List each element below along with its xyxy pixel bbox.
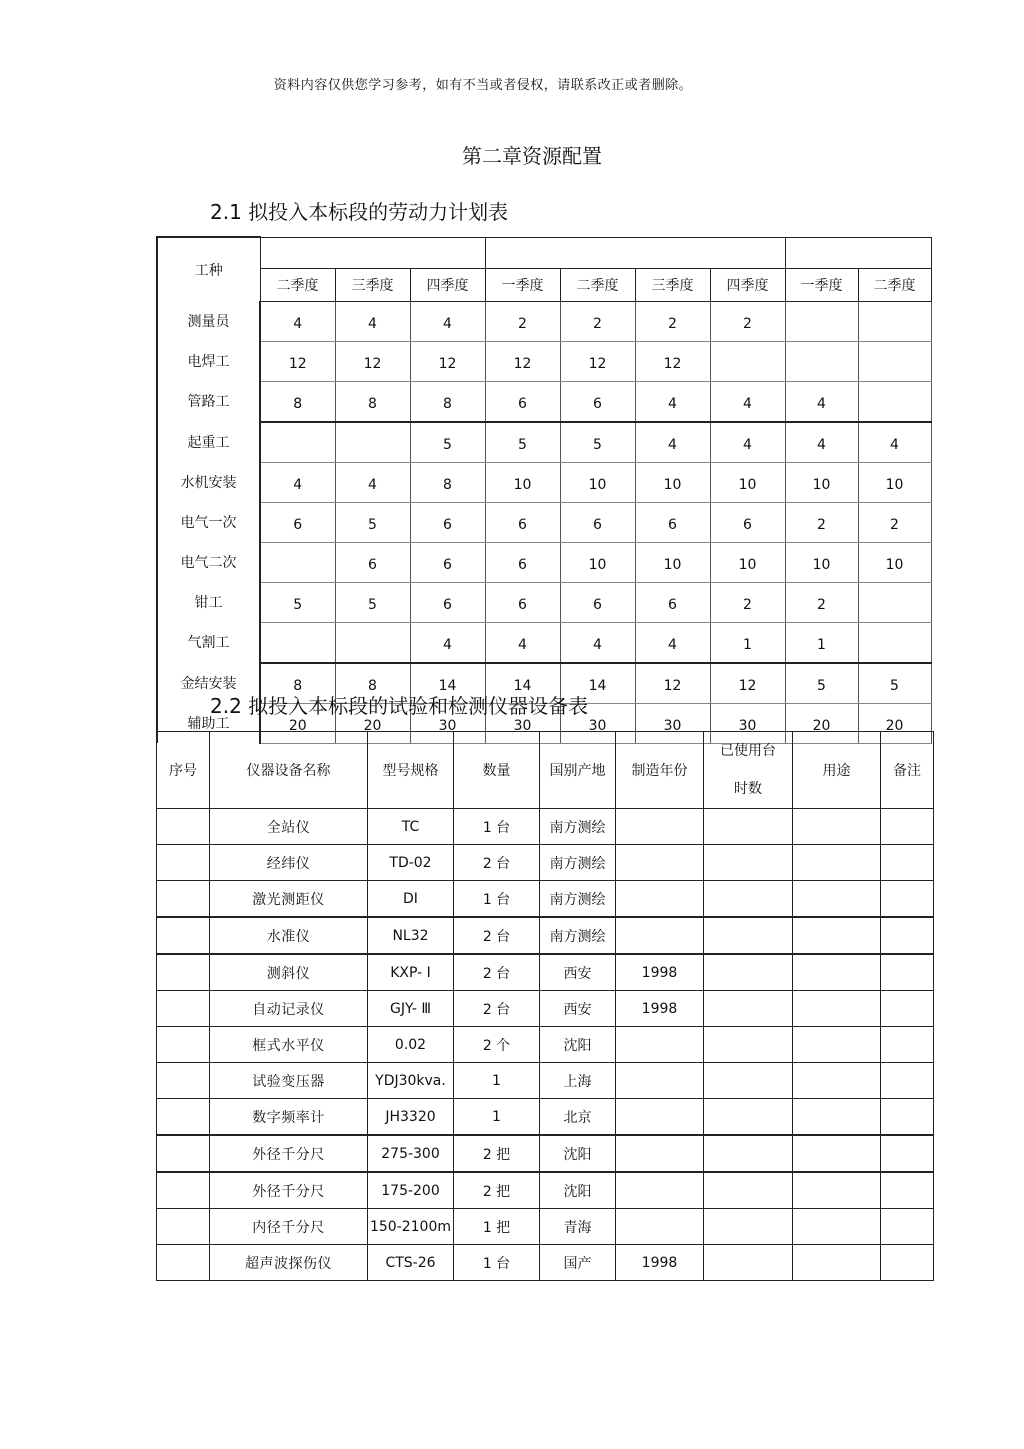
- equipment-name-cell: 测斜仪: [210, 954, 368, 991]
- equipment-origin-cell: 国产: [540, 1245, 616, 1281]
- labor-row: [157, 582, 931, 622]
- labor-count-cell: 4: [710, 422, 785, 463]
- labor-count-cell: 30: [635, 703, 710, 743]
- equipment-model-cell: DI: [368, 881, 454, 918]
- chapter-title: 第二章资源配置: [462, 144, 602, 168]
- labor-count-cell: 12: [560, 341, 635, 381]
- labor-count-cell: [335, 422, 410, 463]
- equipment-seq-cell: [157, 1135, 210, 1172]
- quarter-header: 四季度: [410, 268, 485, 301]
- labor-count-cell: 5: [410, 422, 485, 463]
- equipment-used-hours-cell: [704, 1209, 793, 1245]
- equipment-used-hours-cell: [704, 1245, 793, 1281]
- trade-name: 测量员: [157, 301, 260, 341]
- equipment-qty-cell: 1 台: [454, 1245, 540, 1281]
- labor-count-cell: 8: [335, 663, 410, 704]
- equipment-purpose-cell: [793, 845, 881, 881]
- equipment-row: [157, 845, 934, 881]
- equipment-seq-cell: [157, 1027, 210, 1063]
- equipment-remark-cell: [881, 991, 934, 1027]
- equipment-name-cell: 外径千分尺: [210, 1135, 368, 1172]
- labor-count-cell: 8: [260, 381, 335, 422]
- equipment-origin-cell: 西安: [540, 991, 616, 1027]
- trade-name: 电焊工: [157, 341, 260, 381]
- header-remark: 备注: [881, 732, 934, 809]
- equipment-origin-cell: 青海: [540, 1209, 616, 1245]
- equipment-purpose-cell: [793, 809, 881, 845]
- labor-count-cell: 10: [785, 542, 858, 582]
- equipment-purpose-cell: [793, 954, 881, 991]
- equipment-seq-cell: [157, 954, 210, 991]
- labor-count-cell: 30: [410, 703, 485, 743]
- header-origin: 国别产地: [540, 732, 616, 809]
- labor-count-cell: 4: [635, 381, 710, 422]
- year-group-1: [260, 237, 485, 268]
- header-year: 制造年份: [616, 732, 704, 809]
- section-title-equipment: 2.2 拟投入本标段的试验和检测仪器设备表: [210, 694, 589, 718]
- equipment-name-cell: 框式水平仪: [210, 1027, 368, 1063]
- header-name: 仪器设备名称: [210, 732, 368, 809]
- labor-count-cell: 2: [785, 582, 858, 622]
- equipment-purpose-cell: [793, 1245, 881, 1281]
- labor-row: [157, 622, 931, 663]
- equipment-purpose-cell: [793, 991, 881, 1027]
- header-used-line2: 时数: [734, 781, 762, 797]
- labor-row: [157, 542, 931, 582]
- quarter-header: 三季度: [635, 268, 710, 301]
- labor-count-cell: 4: [335, 301, 410, 341]
- equipment-remark-cell: [881, 1135, 934, 1172]
- labor-count-cell: [858, 381, 931, 422]
- equipment-origin-cell: 沈阳: [540, 1027, 616, 1063]
- equipment-name-cell: 经纬仪: [210, 845, 368, 881]
- labor-count-cell: 14: [485, 663, 560, 704]
- equipment-remark-cell: [881, 809, 934, 845]
- equipment-row: [157, 917, 934, 954]
- labor-count-cell: 4: [410, 301, 485, 341]
- labor-count-cell: 6: [485, 542, 560, 582]
- equipment-seq-cell: [157, 917, 210, 954]
- equipment-remark-cell: [881, 1027, 934, 1063]
- equipment-model-cell: YDJ30kva.: [368, 1063, 454, 1099]
- equipment-row: [157, 1099, 934, 1136]
- labor-count-cell: 2: [485, 301, 560, 341]
- labor-count-cell: 10: [858, 542, 931, 582]
- equipment-row: [157, 1063, 934, 1099]
- equipment-qty-cell: 1 把: [454, 1209, 540, 1245]
- equipment-seq-cell: [157, 845, 210, 881]
- labor-count-cell: 5: [335, 502, 410, 542]
- quarter-header: 三季度: [335, 268, 410, 301]
- equipment-name-cell: 水准仪: [210, 917, 368, 954]
- labor-count-cell: 4: [485, 622, 560, 663]
- equipment-qty-cell: 2 台: [454, 917, 540, 954]
- labor-count-cell: 1: [710, 622, 785, 663]
- equipment-remark-cell: [881, 1245, 934, 1281]
- labor-count-cell: 6: [410, 502, 485, 542]
- labor-count-cell: 2: [710, 301, 785, 341]
- labor-count-cell: 12: [335, 341, 410, 381]
- equipment-used-hours-cell: [704, 991, 793, 1027]
- equipment-origin-cell: 南方测绘: [540, 845, 616, 881]
- labor-count-cell: 6: [710, 502, 785, 542]
- equipment-qty-cell: 2 台: [454, 954, 540, 991]
- labor-count-cell: 4: [785, 422, 858, 463]
- labor-count-cell: 5: [858, 663, 931, 704]
- labor-count-cell: 4: [710, 381, 785, 422]
- equipment-seq-cell: [157, 1063, 210, 1099]
- equipment-name-cell: 外径千分尺: [210, 1172, 368, 1209]
- labor-row: [157, 341, 931, 381]
- equipment-qty-cell: 1: [454, 1099, 540, 1136]
- equipment-model-cell: 150-2100m: [368, 1209, 454, 1245]
- equipment-name-cell: 内径千分尺: [210, 1209, 368, 1245]
- equipment-origin-cell: 沈阳: [540, 1135, 616, 1172]
- equipment-year-cell: [616, 1172, 704, 1209]
- labor-count-cell: [858, 341, 931, 381]
- equipment-qty-cell: 2 台: [454, 845, 540, 881]
- equipment-seq-cell: [157, 809, 210, 845]
- labor-quarter-row: [157, 268, 931, 301]
- equipment-model-cell: 175-200: [368, 1172, 454, 1209]
- labor-count-cell: 30: [560, 703, 635, 743]
- equipment-year-cell: 1998: [616, 954, 704, 991]
- labor-count-cell: 6: [635, 502, 710, 542]
- labor-count-cell: [858, 301, 931, 341]
- equipment-remark-cell: [881, 917, 934, 954]
- labor-count-cell: [858, 622, 931, 663]
- equipment-purpose-cell: [793, 1172, 881, 1209]
- equipment-row: [157, 991, 934, 1027]
- equipment-used-hours-cell: [704, 1099, 793, 1136]
- equipment-model-cell: 275-300: [368, 1135, 454, 1172]
- labor-count-cell: 2: [710, 582, 785, 622]
- equipment-seq-cell: [157, 881, 210, 918]
- labor-count-cell: 6: [410, 542, 485, 582]
- equipment-used-hours-cell: [704, 881, 793, 918]
- labor-count-cell: 30: [710, 703, 785, 743]
- quarter-header: 一季度: [485, 268, 560, 301]
- equipment-model-cell: CTS-26: [368, 1245, 454, 1281]
- equipment-remark-cell: [881, 881, 934, 918]
- labor-count-cell: 8: [260, 663, 335, 704]
- labor-count-cell: 6: [560, 582, 635, 622]
- labor-count-cell: [710, 341, 785, 381]
- header-purpose: 用途: [793, 732, 881, 809]
- equipment-model-cell: KXP- Ⅰ: [368, 954, 454, 991]
- equipment-used-hours-cell: [704, 954, 793, 991]
- equipment-remark-cell: [881, 954, 934, 991]
- equipment-used-hours-cell: [704, 1172, 793, 1209]
- trade-name: 金结安装: [157, 663, 260, 704]
- trade-name: 起重工: [157, 422, 260, 463]
- trade-header: 工种: [157, 237, 260, 301]
- equipment-seq-cell: [157, 1209, 210, 1245]
- equipment-seq-cell: [157, 1099, 210, 1136]
- equipment-model-cell: TD-02: [368, 845, 454, 881]
- equipment-name-cell: 全站仪: [210, 809, 368, 845]
- labor-count-cell: 12: [635, 663, 710, 704]
- labor-count-cell: 4: [635, 622, 710, 663]
- labor-count-cell: 5: [785, 663, 858, 704]
- labor-row: [157, 462, 931, 502]
- labor-count-cell: [858, 582, 931, 622]
- equipment-origin-cell: 南方测绘: [540, 809, 616, 845]
- labor-row: [157, 422, 931, 463]
- equipment-used-hours-cell: [704, 845, 793, 881]
- equipment-used-hours-cell: [704, 917, 793, 954]
- equipment-table: [156, 731, 934, 1281]
- labor-count-cell: 1: [785, 622, 858, 663]
- labor-count-cell: 5: [560, 422, 635, 463]
- equipment-seq-cell: [157, 1172, 210, 1209]
- equipment-purpose-cell: [793, 917, 881, 954]
- labor-count-cell: 10: [710, 542, 785, 582]
- labor-count-cell: 14: [560, 663, 635, 704]
- labor-row: [157, 301, 931, 341]
- equipment-seq-cell: [157, 1245, 210, 1281]
- equipment-purpose-cell: [793, 1063, 881, 1099]
- labor-count-cell: 6: [560, 381, 635, 422]
- labor-count-cell: 10: [560, 542, 635, 582]
- equipment-model-cell: GJY- Ⅲ: [368, 991, 454, 1027]
- equipment-purpose-cell: [793, 1027, 881, 1063]
- labor-count-cell: 12: [260, 341, 335, 381]
- labor-count-cell: 6: [560, 502, 635, 542]
- equipment-year-cell: 1998: [616, 1245, 704, 1281]
- equipment-name-cell: 自动记录仪: [210, 991, 368, 1027]
- trade-name: 管路工: [157, 381, 260, 422]
- labor-count-cell: 5: [260, 582, 335, 622]
- header-used-line1: 已使用台: [720, 743, 776, 759]
- equipment-row: [157, 1135, 934, 1172]
- labor-count-cell: 20: [260, 703, 335, 743]
- equipment-year-cell: [616, 845, 704, 881]
- equipment-remark-cell: [881, 1099, 934, 1136]
- labor-count-cell: 10: [635, 462, 710, 502]
- labor-count-cell: [335, 622, 410, 663]
- labor-count-cell: 6: [335, 542, 410, 582]
- quarter-header: 二季度: [858, 268, 931, 301]
- equipment-origin-cell: 南方测绘: [540, 881, 616, 918]
- equipment-name-cell: 数字频率计: [210, 1099, 368, 1136]
- labor-count-cell: 6: [635, 582, 710, 622]
- equipment-used-hours-cell: [704, 1063, 793, 1099]
- labor-count-cell: [260, 542, 335, 582]
- equipment-year-cell: [616, 881, 704, 918]
- equipment-year-cell: [616, 809, 704, 845]
- year-group-2: [485, 237, 785, 268]
- equipment-year-cell: [616, 1063, 704, 1099]
- equipment-origin-cell: 南方测绘: [540, 917, 616, 954]
- labor-count-cell: [260, 422, 335, 463]
- labor-count-cell: 6: [410, 582, 485, 622]
- labor-count-cell: 5: [485, 422, 560, 463]
- trade-name: 钳工: [157, 582, 260, 622]
- header-model: 型号规格: [368, 732, 454, 809]
- labor-count-cell: 6: [485, 381, 560, 422]
- trade-name: 辅助工: [157, 703, 260, 743]
- labor-count-cell: 4: [560, 622, 635, 663]
- equipment-row: [157, 1209, 934, 1245]
- labor-count-cell: 6: [260, 502, 335, 542]
- equipment-row: [157, 1027, 934, 1063]
- labor-count-cell: 4: [785, 381, 858, 422]
- equipment-origin-cell: 西安: [540, 954, 616, 991]
- labor-year-row: [157, 237, 931, 268]
- equipment-qty-cell: 2 把: [454, 1135, 540, 1172]
- equipment-origin-cell: 沈阳: [540, 1172, 616, 1209]
- equipment-purpose-cell: [793, 1135, 881, 1172]
- labor-count-cell: 12: [635, 341, 710, 381]
- equipment-remark-cell: [881, 1172, 934, 1209]
- equipment-model-cell: NL32: [368, 917, 454, 954]
- trade-name: 电气二次: [157, 542, 260, 582]
- header-used-hours: [704, 732, 793, 809]
- labor-count-cell: 20: [335, 703, 410, 743]
- equipment-qty-cell: 2 台: [454, 991, 540, 1027]
- equipment-purpose-cell: [793, 881, 881, 918]
- quarter-header: 一季度: [785, 268, 858, 301]
- equipment-remark-cell: [881, 1063, 934, 1099]
- labor-row: [157, 502, 931, 542]
- equipment-row: [157, 881, 934, 918]
- labor-count-cell: [785, 341, 858, 381]
- labor-count-cell: [785, 301, 858, 341]
- labor-count-cell: 2: [858, 502, 931, 542]
- equipment-row: [157, 1245, 934, 1281]
- labor-count-cell: 4: [635, 422, 710, 463]
- equipment-origin-cell: 北京: [540, 1099, 616, 1136]
- equipment-header-row: [157, 732, 934, 809]
- equipment-year-cell: [616, 1027, 704, 1063]
- equipment-qty-cell: 1: [454, 1063, 540, 1099]
- labor-count-cell: 4: [335, 462, 410, 502]
- labor-count-cell: 6: [485, 502, 560, 542]
- labor-plan-table: [156, 236, 932, 744]
- equipment-model-cell: JH3320: [368, 1099, 454, 1136]
- labor-count-cell: 6: [485, 582, 560, 622]
- equipment-name-cell: 激光测距仪: [210, 881, 368, 918]
- labor-count-cell: 2: [635, 301, 710, 341]
- labor-count-cell: 4: [260, 462, 335, 502]
- equipment-year-cell: [616, 1209, 704, 1245]
- labor-count-cell: 20: [785, 703, 858, 743]
- equipment-year-cell: [616, 1135, 704, 1172]
- equipment-used-hours-cell: [704, 809, 793, 845]
- equipment-purpose-cell: [793, 1209, 881, 1245]
- equipment-model-cell: 0.02: [368, 1027, 454, 1063]
- quarter-header: 二季度: [560, 268, 635, 301]
- labor-count-cell: 12: [710, 663, 785, 704]
- labor-count-cell: 10: [560, 462, 635, 502]
- equipment-row: [157, 809, 934, 845]
- equipment-used-hours-cell: [704, 1027, 793, 1063]
- equipment-model-cell: TC: [368, 809, 454, 845]
- labor-count-cell: 10: [710, 462, 785, 502]
- trade-name: 水机安装: [157, 462, 260, 502]
- labor-count-cell: 10: [858, 462, 931, 502]
- labor-count-cell: 4: [858, 422, 931, 463]
- labor-count-cell: 2: [785, 502, 858, 542]
- equipment-year-cell: [616, 917, 704, 954]
- equipment-seq-cell: [157, 991, 210, 1027]
- labor-count-cell: [260, 622, 335, 663]
- labor-row: [157, 381, 931, 422]
- labor-count-cell: 12: [410, 341, 485, 381]
- equipment-remark-cell: [881, 845, 934, 881]
- labor-count-cell: 8: [410, 462, 485, 502]
- equipment-year-cell: [616, 1099, 704, 1136]
- labor-count-cell: 10: [485, 462, 560, 502]
- equipment-row: [157, 954, 934, 991]
- header-seq: 序号: [157, 732, 210, 809]
- labor-count-cell: 10: [635, 542, 710, 582]
- equipment-row: [157, 1172, 934, 1209]
- labor-count-cell: 5: [335, 582, 410, 622]
- labor-count-cell: 30: [485, 703, 560, 743]
- equipment-qty-cell: 2 把: [454, 1172, 540, 1209]
- labor-count-cell: 2: [560, 301, 635, 341]
- quarter-header: 二季度: [260, 268, 335, 301]
- equipment-qty-cell: 1 台: [454, 809, 540, 845]
- section-title-labor: 2.1 拟投入本标段的劳动力计划表: [210, 200, 509, 224]
- labor-count-cell: 8: [335, 381, 410, 422]
- labor-count-cell: 4: [410, 622, 485, 663]
- labor-count-cell: 14: [410, 663, 485, 704]
- trade-name: 电气一次: [157, 502, 260, 542]
- header-qty: 数量: [454, 732, 540, 809]
- trade-name: 气割工: [157, 622, 260, 663]
- equipment-used-hours-cell: [704, 1135, 793, 1172]
- labor-count-cell: 8: [410, 381, 485, 422]
- labor-count-cell: 10: [785, 462, 858, 502]
- disclaimer-notice: 资料内容仅供您学习参考，如有不当或者侵权，请联系改正或者删除。: [273, 78, 693, 93]
- equipment-name-cell: 试验变压器: [210, 1063, 368, 1099]
- labor-count-cell: 4: [260, 301, 335, 341]
- labor-count-cell: 20: [858, 703, 931, 743]
- equipment-remark-cell: [881, 1209, 934, 1245]
- equipment-qty-cell: 1 台: [454, 881, 540, 918]
- equipment-qty-cell: 2 个: [454, 1027, 540, 1063]
- equipment-name-cell: 超声波探伤仪: [210, 1245, 368, 1281]
- equipment-purpose-cell: [793, 1099, 881, 1136]
- labor-count-cell: 12: [485, 341, 560, 381]
- equipment-origin-cell: 上海: [540, 1063, 616, 1099]
- quarter-header: 四季度: [710, 268, 785, 301]
- equipment-year-cell: 1998: [616, 991, 704, 1027]
- year-group-3: [785, 237, 931, 268]
